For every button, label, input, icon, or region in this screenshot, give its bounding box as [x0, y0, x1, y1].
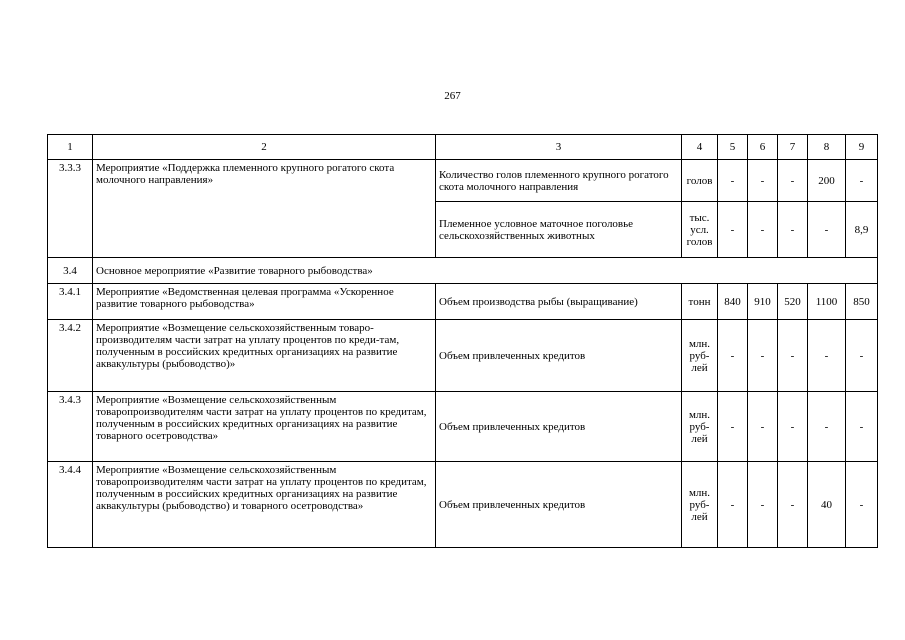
value-cell: - — [808, 320, 846, 392]
section-title: Основное мероприятие «Развитие товарного рыбоводства» — [93, 258, 878, 284]
value-cell: 850 — [846, 284, 878, 320]
row-number: 3.4.2 — [48, 320, 93, 392]
value-cell: - — [846, 462, 878, 548]
value-cell: - — [778, 202, 808, 258]
unit-cell: тыс. усл. голов — [682, 202, 718, 258]
value-cell: - — [718, 462, 748, 548]
activity-name: Мероприятие «Возмещение сельскохозяйственным товаро-производителям части затрат на уплату процентов по креди-там, полученным в российских кредитных организациях на развитие аквакультуры (рыбоводство)» — [93, 320, 436, 392]
header-cell: 5 — [718, 135, 748, 160]
value-cell: 200 — [808, 160, 846, 202]
value-cell: - — [778, 320, 808, 392]
header-cell: 4 — [682, 135, 718, 160]
indicator-name: Объем производства рыбы (выращивание) — [436, 284, 682, 320]
table-row — [48, 320, 878, 392]
value-cell: 40 — [808, 462, 846, 548]
value-cell: - — [778, 462, 808, 548]
page-number: 267 — [444, 90, 461, 102]
unit-cell: млн. руб-лей — [682, 320, 718, 392]
value-cell: - — [808, 202, 846, 258]
header-cell: 3 — [436, 135, 682, 160]
value-cell: 8,9 — [846, 202, 878, 258]
header-cell: 7 — [778, 135, 808, 160]
value-cell: - — [748, 202, 778, 258]
header-cell: 1 — [48, 135, 93, 160]
table-header-row — [48, 135, 878, 160]
value-cell: - — [748, 320, 778, 392]
row-number: 3.4.1 — [48, 284, 93, 320]
header-cell: 6 — [748, 135, 778, 160]
indicator-name: Объем привлеченных кредитов — [436, 392, 682, 462]
activity-name: Мероприятие «Возмещение сельскохозяйственным товаропроизводителям части затрат на уплату процентов по кредитам, полученным в российских кредитных организациях на развитие аквакультуры (рыбоводство) и товарного осетроводства» — [93, 462, 436, 548]
value-cell: - — [778, 392, 808, 462]
table-row — [48, 392, 878, 462]
value-cell: - — [846, 392, 878, 462]
value-cell: - — [846, 320, 878, 392]
indicator-name: Объем привлеченных кредитов — [436, 320, 682, 392]
value-cell: - — [748, 392, 778, 462]
value-cell: - — [846, 160, 878, 202]
value-cell: - — [748, 160, 778, 202]
indicator-name: Объем привлеченных кредитов — [436, 462, 682, 548]
value-cell: 1100 — [808, 284, 846, 320]
value-cell: - — [718, 160, 748, 202]
row-number: 3.3.3 — [48, 160, 93, 258]
header-cell: 8 — [808, 135, 846, 160]
row-number: 3.4 — [48, 258, 93, 284]
indicator-name: Количество голов племенного крупного рогатого скота молочного направления — [436, 160, 682, 202]
unit-cell: млн. руб-лей — [682, 392, 718, 462]
value-cell: - — [808, 392, 846, 462]
unit-cell: млн. руб-лей — [682, 462, 718, 548]
table-row — [48, 284, 878, 320]
activity-name: Мероприятие «Поддержка племенного крупного рогатого скота молочного направления» — [93, 160, 436, 258]
header-cell: 2 — [93, 135, 436, 160]
row-number: 3.4.3 — [48, 392, 93, 462]
value-cell: - — [718, 320, 748, 392]
value-cell: - — [778, 160, 808, 202]
value-cell: - — [718, 392, 748, 462]
value-cell: - — [748, 462, 778, 548]
unit-cell: тонн — [682, 284, 718, 320]
unit-cell: голов — [682, 160, 718, 202]
header-cell: 9 — [846, 135, 878, 160]
indicators-table — [47, 134, 878, 548]
value-cell: 910 — [748, 284, 778, 320]
indicator-name: Племенное условное маточное поголовье сельскохозяйственных животных — [436, 202, 682, 258]
value-cell: 520 — [778, 284, 808, 320]
table-row — [48, 160, 878, 202]
activity-name: Мероприятие «Возмещение сельскохозяйственным товаропроизводителям части затрат на уплату процентов по кредитам, полученным в российских кредитных организациях на развитие товарного осетроводства» — [93, 392, 436, 462]
value-cell: 840 — [718, 284, 748, 320]
activity-name: Мероприятие «Ведомственная целевая программа «Ускоренное развитие товарного рыбоводства» — [93, 284, 436, 320]
value-cell: - — [718, 202, 748, 258]
row-number: 3.4.4 — [48, 462, 93, 548]
table-row — [48, 462, 878, 548]
section-row — [48, 258, 878, 284]
